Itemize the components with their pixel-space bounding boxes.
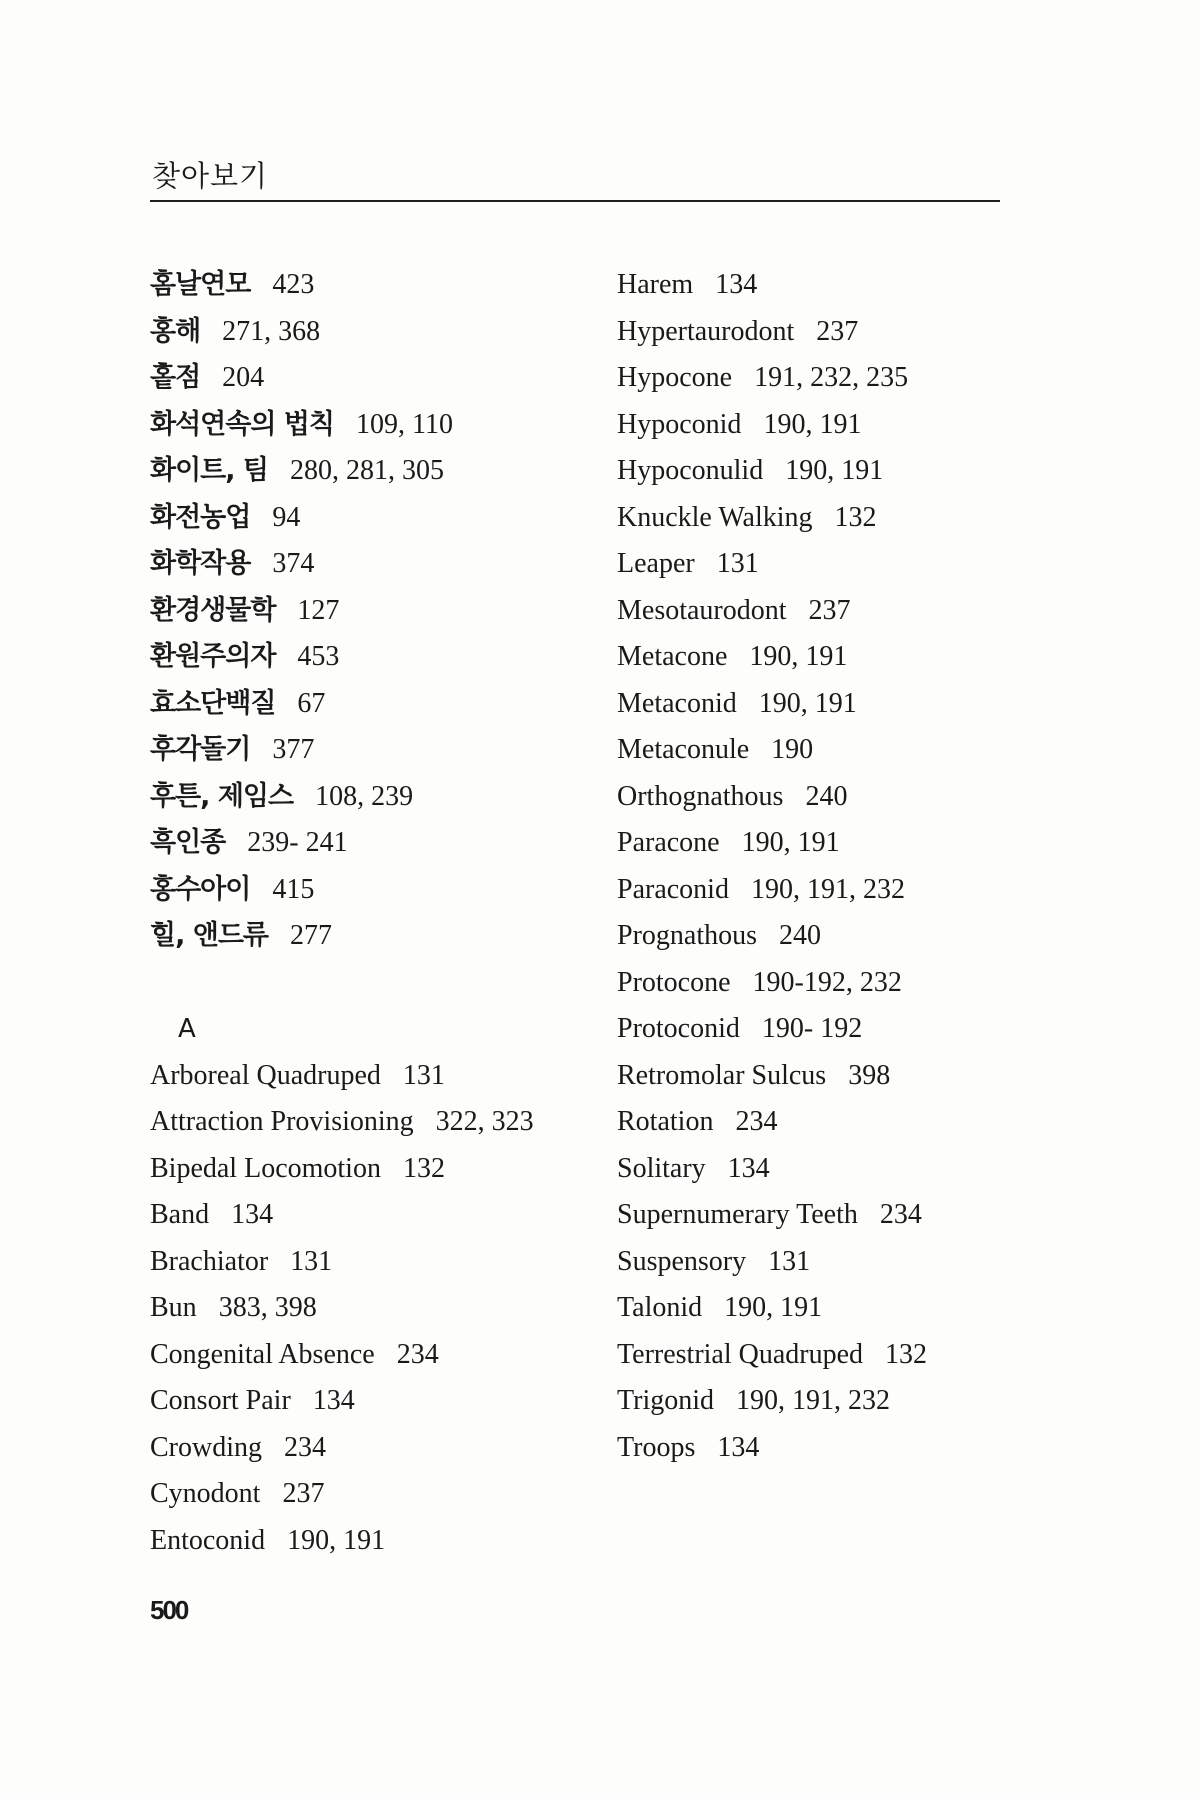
index-pages: 190, 191, 232 [736, 1385, 891, 1416]
index-pages: 190 [771, 734, 814, 765]
index-entry [150, 634, 590, 681]
index-term: Congenital Absence [150, 1338, 375, 1370]
index-entry [150, 262, 590, 309]
index-entry [617, 355, 1017, 402]
index-entry [150, 355, 590, 402]
index-pages: 131 [716, 548, 759, 579]
index-pages: 271, 368 [222, 315, 321, 347]
index-pages: 277 [290, 920, 332, 951]
index-pages: 190, 191 [741, 827, 840, 858]
index-term: 홑점 [150, 362, 201, 393]
index-pages: 131 [290, 1245, 333, 1277]
index-pages: 240 [779, 920, 821, 951]
index-pages: 377 [272, 734, 315, 765]
index-pages: 190, 191 [763, 408, 862, 440]
index-pages: 398 [848, 1059, 891, 1091]
index-term: 화이트, 팀 [150, 455, 268, 486]
index-term: Brachiator [150, 1245, 269, 1277]
index-entry [617, 1239, 1017, 1286]
index-term: Trigonid [617, 1385, 715, 1416]
index-entry [617, 495, 1017, 542]
index-entry [617, 913, 1017, 960]
index-pages: 132 [885, 1338, 928, 1370]
index-term: Supernumerary Teeth [617, 1199, 858, 1230]
index-term: 홈날연모 [150, 269, 251, 300]
korean-entries [150, 262, 590, 960]
index-entry [617, 588, 1017, 635]
index-pages: 190, 191 [785, 455, 884, 486]
index-term: Bipedal Locomotion [150, 1152, 381, 1184]
index-term: 환경생물학 [150, 594, 276, 626]
index-pages: 131 [402, 1059, 445, 1091]
index-entry [150, 774, 590, 821]
index-term: Hypocone [617, 362, 733, 393]
index-entry [150, 448, 590, 495]
index-pages: 94 [272, 501, 301, 533]
index-pages: 423 [272, 269, 315, 300]
index-pages: 322, 323 [435, 1106, 534, 1137]
index-pages: 134 [717, 1431, 760, 1463]
index-entry [150, 1192, 590, 1239]
index-column-right [617, 262, 1017, 1471]
index-term: Leaper [617, 548, 695, 579]
index-entry [617, 1006, 1017, 1053]
index-term: Mesotaurodont [617, 594, 787, 626]
index-term: 홍해 [150, 315, 201, 347]
english-entries-left [150, 1053, 590, 1565]
index-pages: 132 [834, 501, 877, 533]
index-pages: 108, 239 [315, 780, 414, 812]
index-pages: 234 [879, 1199, 922, 1230]
index-entry [150, 1285, 590, 1332]
index-pages: 67 [297, 687, 326, 719]
index-pages: 134 [312, 1385, 355, 1416]
index-entry [150, 1146, 590, 1193]
index-entry [150, 1332, 590, 1379]
index-term: Troops [617, 1431, 696, 1463]
index-term: Arboreal Quadruped [150, 1059, 381, 1091]
index-term: 힐, 앤드류 [150, 920, 268, 951]
index-pages: 383, 398 [218, 1292, 317, 1323]
index-term: Protoconid [617, 1013, 740, 1044]
index-term: 화학작용 [150, 548, 251, 579]
index-entry [150, 402, 590, 449]
index-entry [617, 1053, 1017, 1100]
index-term: Metaconid [617, 687, 737, 719]
index-pages: 134 [727, 1152, 770, 1184]
index-term: 환원주의자 [150, 641, 276, 672]
index-entry [150, 541, 590, 588]
index-entry [617, 1425, 1017, 1472]
page-number: 500 [150, 1595, 188, 1625]
index-term: 화석연속의 법칙 [150, 408, 334, 440]
index-entry [617, 1285, 1017, 1332]
index-entry [617, 1332, 1017, 1379]
index-pages: 190, 191 [724, 1292, 823, 1323]
index-term: Talonid [617, 1292, 703, 1323]
index-pages: 415 [272, 873, 315, 905]
index-pages: 190, 191 [287, 1524, 386, 1556]
index-pages: 109, 110 [355, 408, 453, 440]
index-entry [617, 727, 1017, 774]
page-title: 찾아보기 [152, 159, 269, 193]
index-entry [617, 681, 1017, 728]
index-pages: 280, 281, 305 [290, 455, 444, 486]
index-term: 화전농업 [150, 501, 251, 533]
index-term: Attraction Provisioning [150, 1106, 414, 1137]
index-entry [150, 309, 590, 356]
index-entry [617, 448, 1017, 495]
index-entry [617, 1146, 1017, 1193]
index-entry [150, 1425, 590, 1472]
index-term: Metaconule [617, 734, 750, 765]
index-pages: 237 [282, 1478, 325, 1509]
index-term: Solitary [617, 1152, 706, 1184]
index-term: Rotation [617, 1106, 714, 1137]
index-entry [150, 1518, 590, 1565]
index-entry [150, 867, 590, 914]
index-entry [150, 727, 590, 774]
index-entry [150, 820, 590, 867]
index-term: 후각돌기 [150, 734, 251, 765]
index-term: Entoconid [150, 1524, 266, 1556]
index-entry [150, 495, 590, 542]
section-heading-a: A [178, 1014, 196, 1044]
index-entry [617, 1099, 1017, 1146]
index-term: Bun [150, 1292, 197, 1323]
index-pages: 239- 241 [247, 827, 348, 858]
index-term: 후튼, 제임스 [150, 780, 294, 812]
index-term: 흑인종 [150, 827, 226, 858]
index-term: Paraconid [617, 873, 729, 905]
index-entry [617, 960, 1017, 1007]
index-entry [617, 309, 1017, 356]
index-term: Hypoconulid [617, 455, 764, 486]
index-term: Metacone [617, 641, 728, 672]
index-term: Consort Pair [150, 1385, 291, 1416]
index-column-left [150, 262, 590, 1564]
index-term: Hypoconid [617, 408, 742, 440]
index-entry [617, 820, 1017, 867]
index-term: Protocone [617, 966, 731, 998]
section-spacer [150, 960, 590, 1007]
index-term: Orthognathous [617, 780, 784, 812]
index-entry [617, 774, 1017, 821]
index-pages: 134 [231, 1199, 274, 1230]
index-entry [617, 402, 1017, 449]
index-pages: 191, 232, 235 [754, 362, 909, 393]
index-entry [150, 1471, 590, 1518]
index-pages: 132 [402, 1152, 445, 1184]
index-term: Hypertaurodont [617, 315, 795, 347]
index-pages: 240 [805, 780, 848, 812]
index-pages: 234 [396, 1338, 439, 1370]
index-entry [617, 634, 1017, 681]
index-term: 효소단백질 [150, 687, 276, 719]
index-term: Retromolar Sulcus [617, 1059, 827, 1091]
index-term: Paracone [617, 827, 720, 858]
index-pages: 190, 191 [758, 687, 857, 719]
index-entry [617, 1378, 1017, 1425]
index-entry [150, 588, 590, 635]
index-pages: 190-192, 232 [752, 966, 902, 998]
index-pages: 131 [768, 1245, 811, 1277]
index-pages: 237 [816, 315, 859, 347]
index-pages: 127 [297, 594, 340, 626]
index-entry [150, 1099, 590, 1146]
index-term: Prognathous [617, 920, 757, 951]
index-entry [150, 1239, 590, 1286]
index-term: Knuckle Walking [617, 501, 813, 533]
page-header [150, 158, 1000, 202]
index-pages: 234 [284, 1431, 326, 1463]
index-term: Terrestrial Quadruped [617, 1338, 864, 1370]
index-pages: 204 [222, 362, 265, 393]
index-pages: 134 [715, 269, 758, 300]
index-term: 홍수아이 [150, 873, 251, 905]
index-entry [150, 681, 590, 728]
index-term: Band [150, 1199, 210, 1230]
index-pages: 453 [297, 641, 340, 672]
index-pages: 374 [272, 548, 315, 579]
index-pages: 190- 192 [761, 1013, 863, 1044]
index-entry [150, 1053, 590, 1100]
index-entry [617, 541, 1017, 588]
index-pages: 190, 191, 232 [750, 873, 905, 905]
index-term: Harem [617, 269, 694, 300]
index-entry [617, 262, 1017, 309]
index-pages: 237 [808, 594, 851, 626]
index-entry [150, 913, 590, 960]
index-pages: 234 [735, 1106, 778, 1137]
index-term: Cynodont [150, 1478, 261, 1509]
index-pages: 190, 191 [749, 641, 848, 672]
index-term: Crowding [150, 1431, 262, 1463]
index-term: Suspensory [617, 1245, 747, 1277]
index-entry [150, 1378, 590, 1425]
index-entry [617, 867, 1017, 914]
index-entry [617, 1192, 1017, 1239]
